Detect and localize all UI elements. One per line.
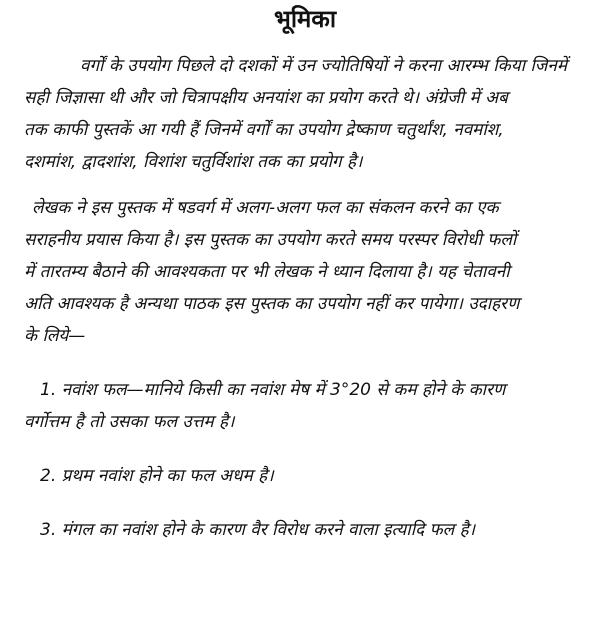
paragraph-line: दशमांश, द्वादशांश, विशांश चतुर्विशांश तक का प्रयोग है। — [24, 152, 363, 172]
paragraph-line: वर्गों के उपयोग पिछले दो दशकों में उन ज्योतिषियों ने करना आरम्भ किया जिनमें — [80, 56, 568, 76]
paragraph-line: अति आवश्यक है अन्यथा पाठक इस पुस्तक का उपयोग नहीं कर पायेगा। उदाहरण — [24, 294, 520, 314]
list-item — [24, 460, 586, 492]
list-item-line: 3. मंगल का नवांश होने के कारण वैर विरोध करने वाला इत्यादि फल है। — [40, 520, 476, 540]
paragraph-1 — [24, 50, 586, 178]
paragraph-line: में तारतम्य बैठाने की आवश्यकता पर भी लेखक ने ध्यान दिलाया है। यह चेतावनी — [24, 262, 510, 282]
paragraph-line: के लिये— — [24, 326, 86, 346]
list-item — [24, 514, 586, 546]
list-item — [24, 374, 586, 438]
paragraph-line: तक काफी पुस्तकें आ गयी हैं जिनमें वर्गों का उपयोग द्रेष्काण चतुर्थांश, नवमांश, — [24, 120, 504, 140]
paragraph-line: सही जिज्ञासा थी और जो चित्रापक्षीय अनयांश का प्रयोग करते थे। अंग्रेजी में अब — [24, 88, 508, 108]
list-item-line: 2. प्रथम नवांश होने का फल अधम है। — [40, 466, 274, 486]
paragraph-line: लेखक ने इस पुस्तक में षडवर्ग में अलग-अलग फल का संकलन करने का एक — [32, 198, 499, 218]
page-title: भूमिका — [273, 5, 337, 33]
paragraph-2 — [24, 192, 586, 352]
list-item-line: वर्गोत्तम है तो उसका फल उत्तम है। — [24, 412, 235, 432]
paragraph-line: सराहनीय प्रयास किया है। इस पुस्तक का उपयोग करते समय परस्पर विरोधी फलों — [24, 230, 517, 250]
list-item-line: 1. नवांश फल—मानिये किसी का नवांश मेष में 3°20 से कम होने के कारण — [40, 380, 506, 400]
